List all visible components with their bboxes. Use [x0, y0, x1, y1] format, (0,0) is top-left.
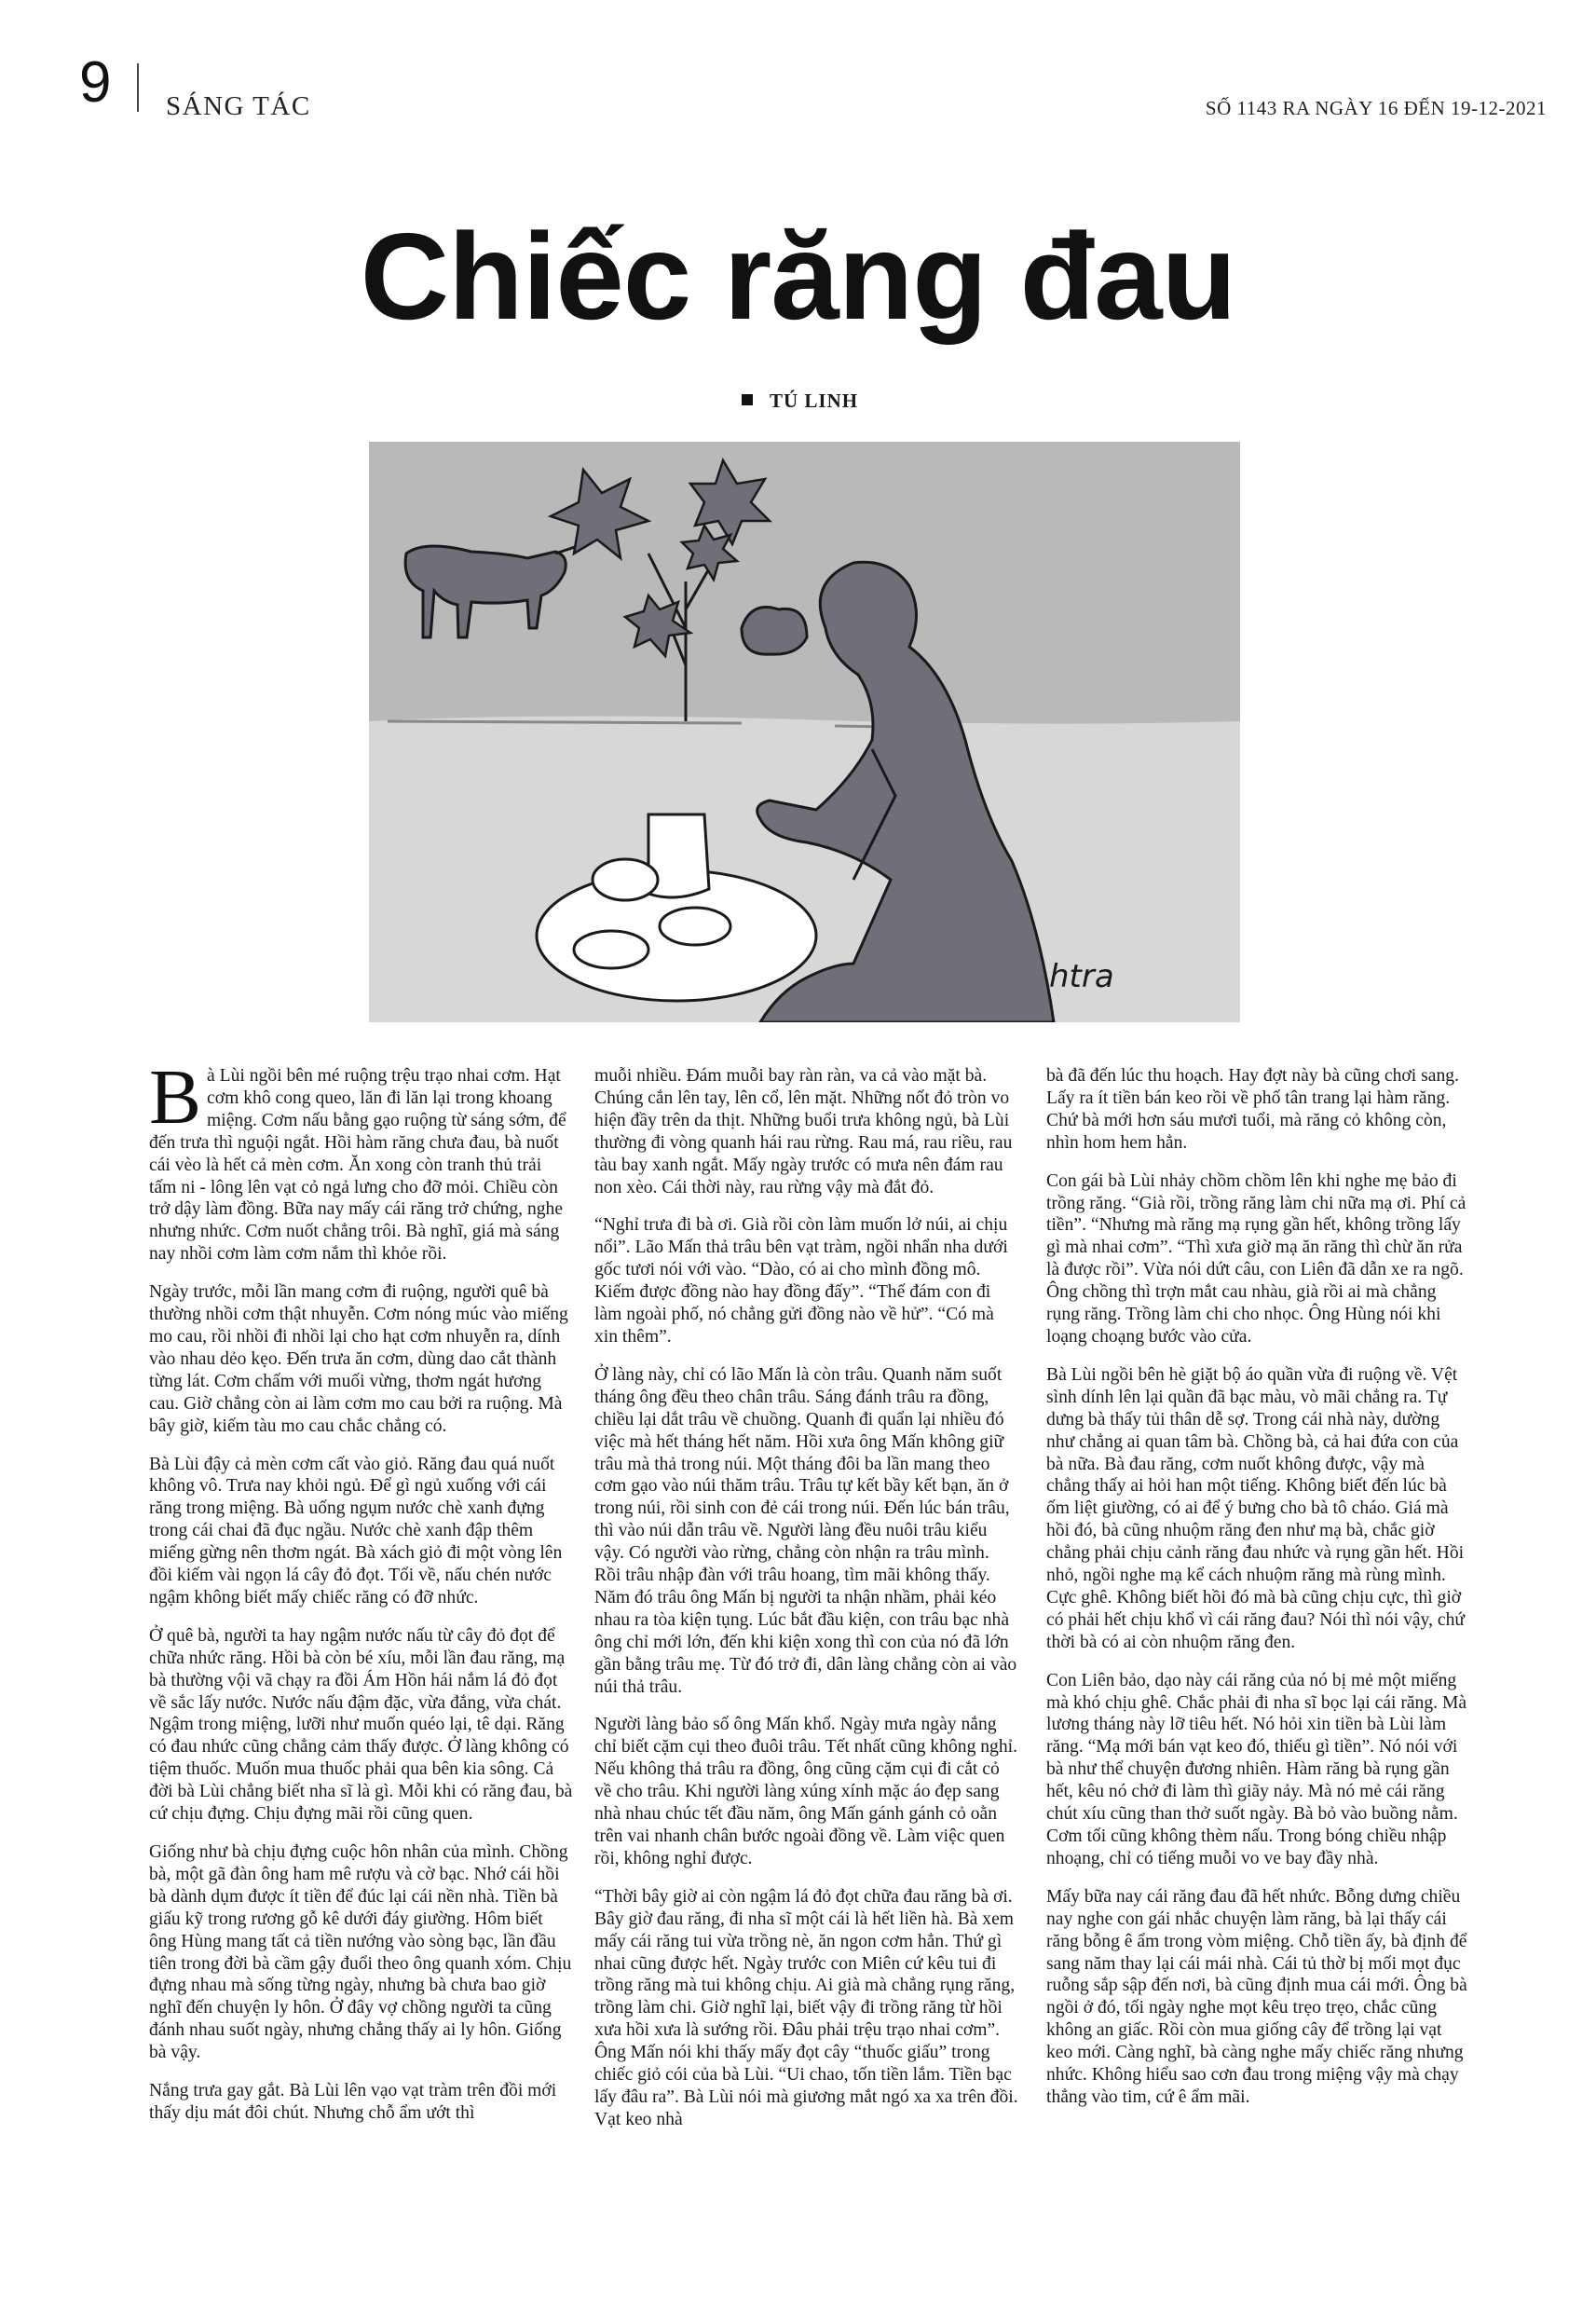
paragraph: Bà Lùi ngồi bên hè giặt bộ áo quần vừa đi ruộng về. Vệt sình dính lên lại quần đã bạc màu, vò mãi chẳng ra. Tự dưng bà thấy tủi thân dễ sợ. Trong cái nhà này, dường như chẳng ai quan tâm bà. Chồng bà, cả hai đứa con của bà nữa. Bà đau răng, cơm nuốt không được, vậy mà chẳng thấy ai hỏi han một tiếng. Không biết đến lúc bà ốm liệt giường, có ai để ý bưng cho bà tô cháo. Giá mà hồi đó, bà cũng nhuộm răng đen như mạ bà, chắc giờ chẳng phải chịu cảnh răng đau nhức và rụng gần hết. Hồi nhỏ, ngồi nghe mạ kể cách nhuộm răng mà rùng mình. Cực ghê. Không biết hồi đó mà bà cũng chịu cực, thì giờ có phải hết chịu khổ vì cái răng đau? Nói thì nói vậy, chứ thời bà có ai còn nhuộm răng đen. — [1046, 1364, 1465, 1652]
column-2 — [594, 1065, 1018, 2147]
paragraph: Mấy bữa nay cái răng đau đã hết nhức. Bỗng dưng chiều nay nghe con gái nhắc chuyện làm răng, bà lại thấy cái răng bỗng ê ẩm trong vòm miệng. Chỗ tiền ấy, bà định để sang năm thay lại cái mái nhà. Cái tủ thờ bị mối mọt đục ruỗng sắp sập đến nơi, bà cũng định mua cái mới. Ông bà ngồi ở đó, tối ngày nghe mọt kêu trẹo trẹo, chắc cũng không an giấc. Rồi còn mua giống cây để trồng lại vạt keo mới. Càng nghĩ, bà càng nghe mấy chiếc răng nhưng nhức. Không hiểu sao cơn đau trong miệng vậy mà chạy thẳng vào tim, cứ ê ẩm mãi. — [1046, 1886, 1467, 2107]
square-bullet-icon — [742, 394, 753, 405]
author-name: TÚ LINH — [770, 390, 859, 412]
paragraph: Nắng trưa gay gắt. Bà Lùi lên vạo vạt tràm trên đồi mới thấy dịu mát đôi chút. Nhưng chỗ ẩm ướt thì — [149, 2081, 557, 2123]
issue-info: SỐ 1143 RA NGÀY 16 ĐẾN 19-12-2021 — [1205, 97, 1547, 119]
page-header — [79, 50, 1547, 121]
header-divider — [137, 63, 139, 112]
column-1 — [149, 1054, 573, 2141]
illustration — [369, 442, 1240, 1022]
paragraph: Bà Lùi đậy cả mèn cơm cất vào giỏ. Răng đau quá nuốt không vô. Trưa nay khỏi ngủ. Để gì ngủ xuống với cái răng trong miệng. Bà uống ngụm nước chè xanh đựng trong cái chai đã đục ngầu. Nước chè xanh đập thêm miếng gừng nên thơm ngát. Bà xách giỏ đi một vòng lên đồi kiếm vài ngọn lá cây đỏ đọt. Tối về, nấu chén nước ngậm không biết mấy chiếc răng có đỡ nhức. — [149, 1454, 563, 1607]
paragraph: bà đã đến lúc thu hoạch. Hay đợt này bà cũng chơi sang. Lấy ra ít tiền bán keo rồi về phố tân trang lại hàm răng. Chứ bà mới hơn sáu mươi tuổi, mà răng cỏ không còn, nhìn hom hem hẳn. — [1046, 1066, 1459, 1153]
paragraph: Con Liên bảo, dạo này cái răng của nó bị mẻ một miếng mà khó chịu ghê. Chắc phải đi nha sĩ bọc lại cái răng. Mà lương tháng này lỡ tiêu hết. Nó hỏi xin tiền bà Lùi làm răng. “Mạ mới bán vạt keo đó, thiếu gì tiền”. Nó nói với bà như thể chuyện đương nhiên. Hàm răng bà rụng gần hết, kêu nó chở đi làm thì giãy nảy. Mà nó mẻ cái răng chút xíu cũng than thở suốt ngày. Bà bỏ vào buồng nằm. Cơm tối cũng không thèm nấu. Trong bóng chiều nhập nhoạng, chỉ có tiếng muỗi vo ve bay đầy nhà. — [1046, 1670, 1467, 1868]
paragraph: Người làng bảo số ông Mấn khổ. Ngày mưa ngày nắng chỉ biết cặm cụi theo đuôi trâu. Tết nhất cũng không nghỉ. Nếu không thả trâu ra đồng, ông cũng cặm cụi đi cắt cỏ về cho trâu. Khi người làng xúng xính mặc áo đẹp sang nhà nhau chúc tết đầu năm, ông Mấn gánh gánh cỏ oằn trên vai nhanh chân bước ngoài đồng về. Làm việc quen rồi, không nghỉ được. — [594, 1715, 1017, 1868]
paragraph: “Thời bây giờ ai còn ngậm lá đỏ đọt chữa đau răng bà ơi. Bây giờ đau răng, đi nha sĩ một cái là hết liền hà. Bà xem mấy cái răng tui vừa trồng nè, ăn ngon cơm hẳn. Thứ gì nhai cũng được hết. Ngày trước con Miên cứ kêu tui đi trồng răng mà tui không chịu. Ai già mà chẳng rụng răng, trồng làm chi. Giờ nghĩ lại, biết vậy đi trồng răng từ hồi xưa hồi xưa là sướng rồi. Đâu phải trệu trạo nhai cơm”. Ông Mấn nói khi thấy mấy đọt cây “thuốc giấu” trong chiếc giỏ cói của bà Lùi. “Ui chao, tốn tiền lắm. Tiền bạc lấy đâu ra”. Bà Lùi nói mà giương mắt ngó xa xa trên đồi. Vạt keo nhà — [594, 1886, 1018, 2129]
paragraph: Giống như bà chịu đựng cuộc hôn nhân của mình. Chồng bà, một gã đàn ông ham mê rượu và cờ bạc. Nhớ cái hồi bà dành dụm được ít tiền để đúc lại cái nền nhà. Tiền bà giấu kỹ trong rương gỗ kê dưới đáy giường. Hôm biết ông Hùng mang tất cả tiền nướng vào sòng bạc, lần đầu tiên trong đời bà cầm gậy đuổi theo ông quanh xóm. Chịu đựng nhau mà sống từng ngày, nhưng bà chưa bao giờ nghĩ đến chuyện ly hôn. Ở đây vợ chồng người ta cũng đánh nhau suốt ngày, nhưng chẳng thấy ai ly hôn. Giống bà vậy. — [149, 1842, 572, 2063]
drop-cap: B — [149, 1054, 202, 1141]
column-3 — [1046, 1065, 1470, 2125]
page-number: 9 — [79, 50, 112, 115]
article-title: Chiếc răng đau — [360, 208, 1236, 345]
section-label: SÁNG TÁC — [166, 91, 311, 121]
paragraph: Bà Lùi ngồi bên mé ruộng trệu trạo nhai cơm. Hạt cơm khô cong queo, lăn đi lăn lại trong khoang miệng. Cơm nấu bằng gạo ruộng từ sáng sớm, để đến trưa thì nguội ngắt. Hồi hàm răng chưa đau, bà nuốt cái vèo là hết cả mèn cơm. Ăn xong còn tranh thủ trải tấm ni - lông lên vạt cỏ ngả lưng cho đỡ mỏi. Chiều còn trở dậy làm đồng. Bữa nay mấy cái răng trở chứng, nghe nhưng nhức. Cơm nuốt chẳng trôi. Bà nghĩ, giá mà sáng nay nhồi cơm làm cơm nắm thì khỏe rồi. — [149, 1054, 566, 1265]
paragraph: muỗi nhiều. Đám muỗi bay ràn ràn, va cả vào mặt bà. Chúng cắn lên tay, lên cổ, lên mặt. Những nốt đỏ tròn vo hiện đầy trên da thịt. Những buổi trưa không ngủ, bà Lùi thường đi vòng quanh hái rau rừng. Rau má, rau riều, rau tàu bay xanh ngắt. Mấy ngày trước có mưa nên đám rau non xèo. Cái thời này, rau rừng vậy mà đắt đỏ. — [594, 1066, 1013, 1197]
article-body — [149, 1054, 1561, 2277]
paragraph: “Nghỉ trưa đi bà ơi. Già rồi còn làm muốn lở núi, ai chịu nổi”. Lão Mấn thả trâu bên vạt tràm, ngồi nhẩn nha dưới gốc tươi nói với vào. “Dào, có ai cho mình đồng mô. Kiếm được đồng nào hay đồng đấy”. “Thế đám con đi làm ngoài phố, nó chẳng gửi đồng nào về hử”. “Có mà xin thêm”. — [594, 1215, 1008, 1347]
byline — [742, 390, 858, 413]
paragraph: Con gái bà Lùi nhảy chồm chồm lên khi nghe mẹ bảo đi trồng răng. “Già rồi, trồng răng làm chi nữa mạ ơi. Phí cả tiền”. “Nhưng mà răng mạ rụng gần hết, không trồng lấy gì mà nhai cơm”. “Thì xưa giờ mạ ăn răng thì chừ ăn rửa là được rồi”. Vừa nói dứt câu, con Liên đã dẫn xe ra ngõ. Ông chồng thì trợn mắt cau nhàu, già rồi ai mà chẳng rụng răng. Trồng làm chi cho nhọc. Ông Hùng nói khi loạng choạng bước vào cửa. — [1046, 1170, 1466, 1347]
artist-signature: htra — [1049, 958, 1114, 995]
paragraph: Ở làng này, chỉ có lão Mấn là còn trâu. Quanh năm suốt tháng ông đều theo chân trâu. Sáng đánh trâu ra đồng, chiều lại dắt trâu về chuồng. Quanh đi quẩn lại nhiều đó việc mà hết tháng hết năm. Hồi xưa ông Mấn không giữ trâu mà thả trong núi. Một tháng đôi ba lần mang theo cơm gạo vào núi thăm trâu. Trâu tự kết bầy kết bạn, ăn ở trong núi, rồi sinh con đẻ cái trong núi. Đến lúc bán trâu, thì vào núi dẫn trâu về. Người làng đều nuôi trâu kiểu vậy. Có người vào rừng, chẳng còn nhận ra trâu mình. Rồi trâu nhập đàn với trâu hoang, tìm mãi không thấy. Năm đó trâu ông Mấn bị người ta nhận nhầm, phải kéo nhau ra tòa kiện tụng. Lúc bắt đầu kiện, con trâu bạc nhà ông chỉ mới lớn, đến khi kiện xong thì con của nó đã lớn gần bằng trâu mẹ. Từ đó trở đi, dân làng chẳng còn ai vào núi thả trâu. — [594, 1364, 1017, 1697]
paragraph: Ngày trước, mỗi lần mang cơm đi ruộng, người quê bà thường nhồi cơm thật nhuyễn. Cơm nóng múc vào miếng mo cau, rồi nhồi đi nhồi lại cho hạt cơm nhuyễn ra, dính vào nhau dẻo kẹo. Đến trưa ăn cơm, dùng dao cắt thành từng lát. Cơm chấm với muối vừng, thơm ngát hương cau. Giờ chẳng còn ai làm cơm mo cau bởi ra ruộng. Mà bây giờ, kiếm tàu mo cau chắc chẳng có. — [149, 1282, 568, 1436]
paragraph: Ở quê bà, người ta hay ngậm nước nấu từ cây đỏ đọt để chữa nhức răng. Hồi bà còn bé xíu, mỗi lần đau răng, mạ bà thường vội vã chạy ra đồi Ám Hồn hái nắm lá đỏ đọt về sắc lấy nước. Nước nấu đậm đặc, vừa đắng, vừa chát. Ngậm trong miệng, lưỡi như muốn quéo lại, tê dại. Răng có đau nhức cũng chẳng cảm thấy được. Ở làng không có tiệm thuốc. Muốn mua thuốc phải qua bên kia sông. Cả đời bà Lùi chẳng biết nha sĩ là gì. Mỗi khi có răng đau, bà cứ chịu đựng. Chịu đựng mãi rồi cũng quen. — [149, 1625, 573, 1825]
